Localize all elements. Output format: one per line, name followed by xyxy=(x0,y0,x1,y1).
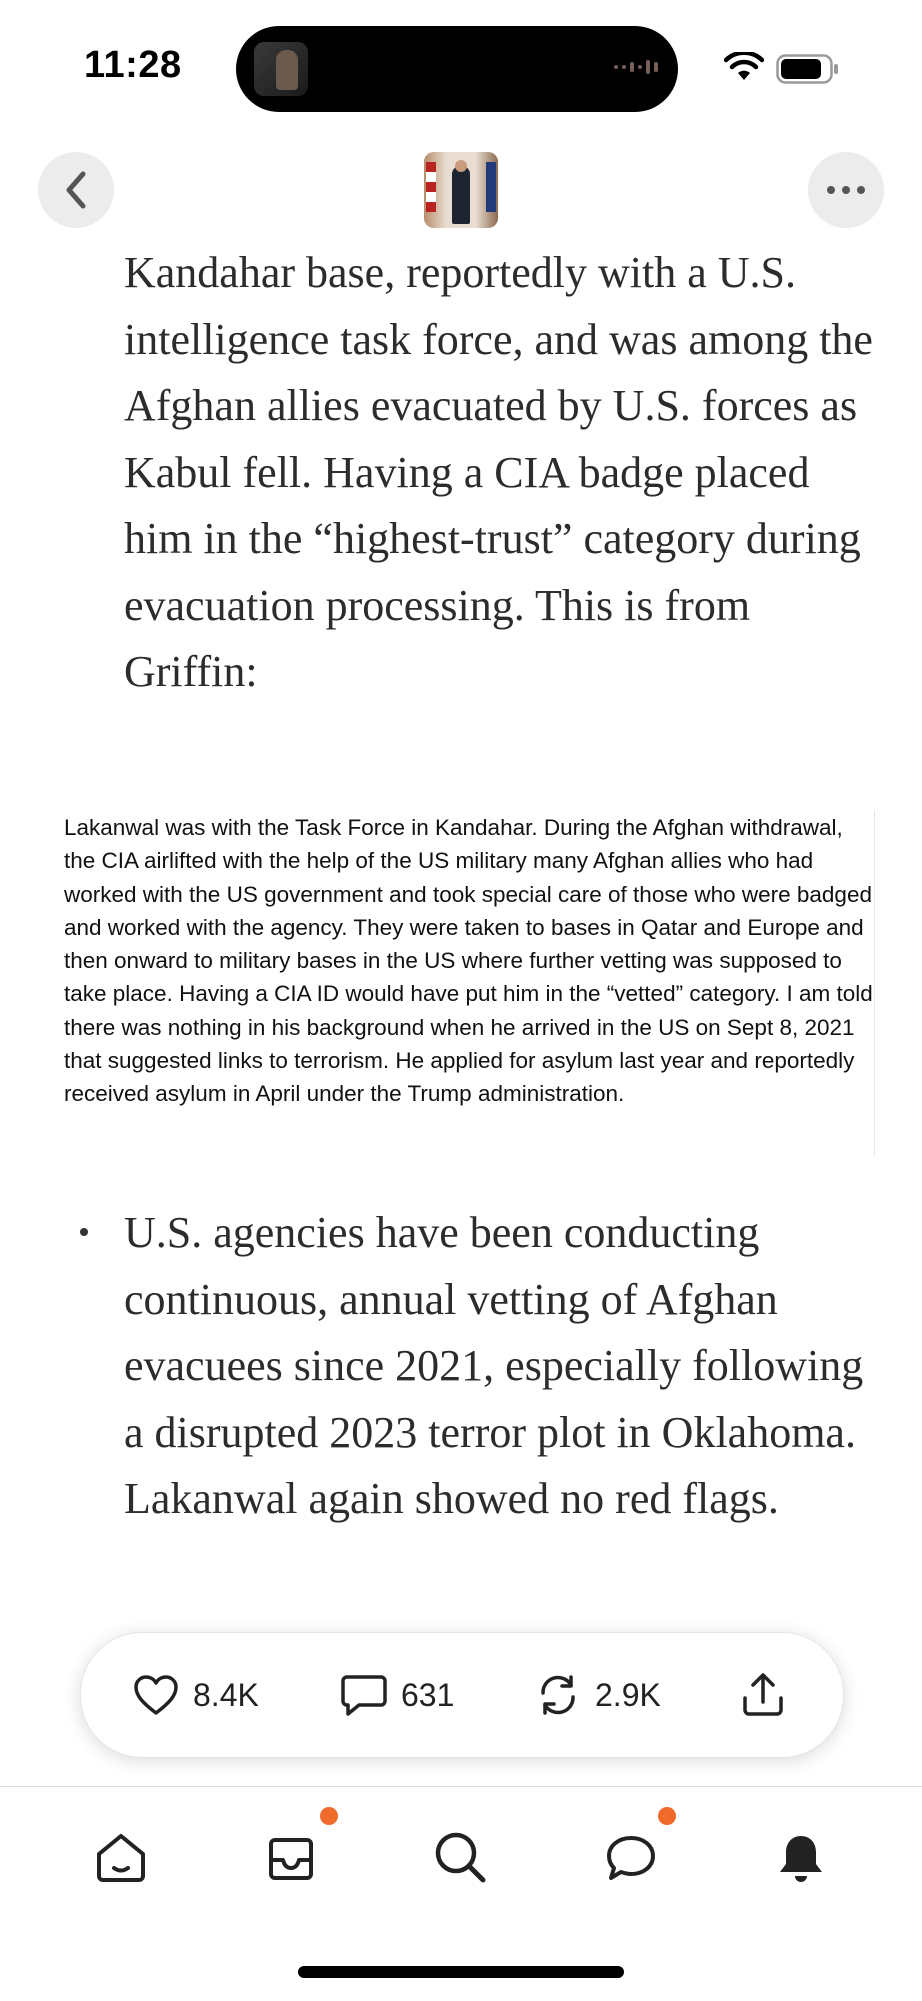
more-options-button[interactable] xyxy=(808,152,884,228)
restack-icon xyxy=(535,1673,581,1717)
chat-notification-dot xyxy=(658,1807,676,1825)
restack-button[interactable] xyxy=(535,1633,661,1757)
search-icon xyxy=(431,1828,491,1888)
tab-search[interactable] xyxy=(426,1823,496,1893)
comment-button[interactable] xyxy=(341,1633,454,1757)
inbox-icon xyxy=(263,1830,319,1886)
home-icon xyxy=(93,1830,149,1886)
comment-count: 631 xyxy=(401,1676,455,1713)
heart-icon xyxy=(133,1674,179,1716)
article-paragraph: Kandahar base, reportedly with a U.S. intelligence task force, and was among the Afghan allies evacuated by U.S. forces as Kabul fell. Having a CIA badge placed him in the “highest-trust” category during evacuation processing. This is from Griffin: xyxy=(124,248,873,696)
post-action-bar xyxy=(80,1632,844,1758)
tab-home[interactable] xyxy=(86,1823,156,1893)
comment-icon xyxy=(341,1673,387,1717)
like-count: 8.4K xyxy=(193,1676,259,1713)
status-time: 11:28 xyxy=(84,44,182,86)
share-button[interactable] xyxy=(741,1633,785,1757)
blockquote: Lakanwal was with the Task Force in Kandahar. During the Afghan withdrawal, the CIA airlifted with the help of the US military many Afghan allies who had worked with the US government and took special care of those who were badged and worked with the agency. They were taken to bases in Qatar and Europe and then onward to military bases in the US where further vetting was supposed to take place. Having a CIA ID would have put him in the “vetted” category. I am told there was nothing in his background when he arrived in the US on Sept 8, 2021 that suggested links to terrorism. He applied for asylum last year and reportedly received asylum in April under the Trump administration. xyxy=(64,815,873,1107)
tab-chat[interactable] xyxy=(596,1823,666,1893)
back-button[interactable] xyxy=(38,152,114,228)
tab-activity[interactable] xyxy=(766,1823,836,1893)
author-avatar[interactable] xyxy=(424,152,498,228)
tab-inbox[interactable] xyxy=(256,1823,326,1893)
like-button[interactable] xyxy=(133,1633,259,1757)
quote-divider xyxy=(874,810,875,1156)
bullet-marker xyxy=(80,1228,88,1236)
restack-count: 2.9K xyxy=(595,1676,661,1713)
bullet-item: U.S. agencies have been conducting continuous, annual vetting of Afghan evacuees since 2021, especially following a disrupted 2023 terror plot in Oklahoma. Lakanwal again showed no red flags. xyxy=(124,1208,864,1523)
battery-icon xyxy=(776,54,840,84)
bell-icon xyxy=(773,1830,829,1886)
audio-waveform-icon xyxy=(614,60,658,74)
share-icon xyxy=(741,1672,785,1718)
inbox-notification-dot xyxy=(320,1807,338,1825)
wifi-icon xyxy=(724,52,764,82)
podcast-artwork xyxy=(254,42,308,96)
chat-icon xyxy=(603,1830,659,1886)
home-indicator xyxy=(298,1966,624,1978)
dynamic-island[interactable] xyxy=(236,26,678,112)
ellipsis-icon xyxy=(826,185,866,195)
chevron-left-icon xyxy=(61,170,91,210)
